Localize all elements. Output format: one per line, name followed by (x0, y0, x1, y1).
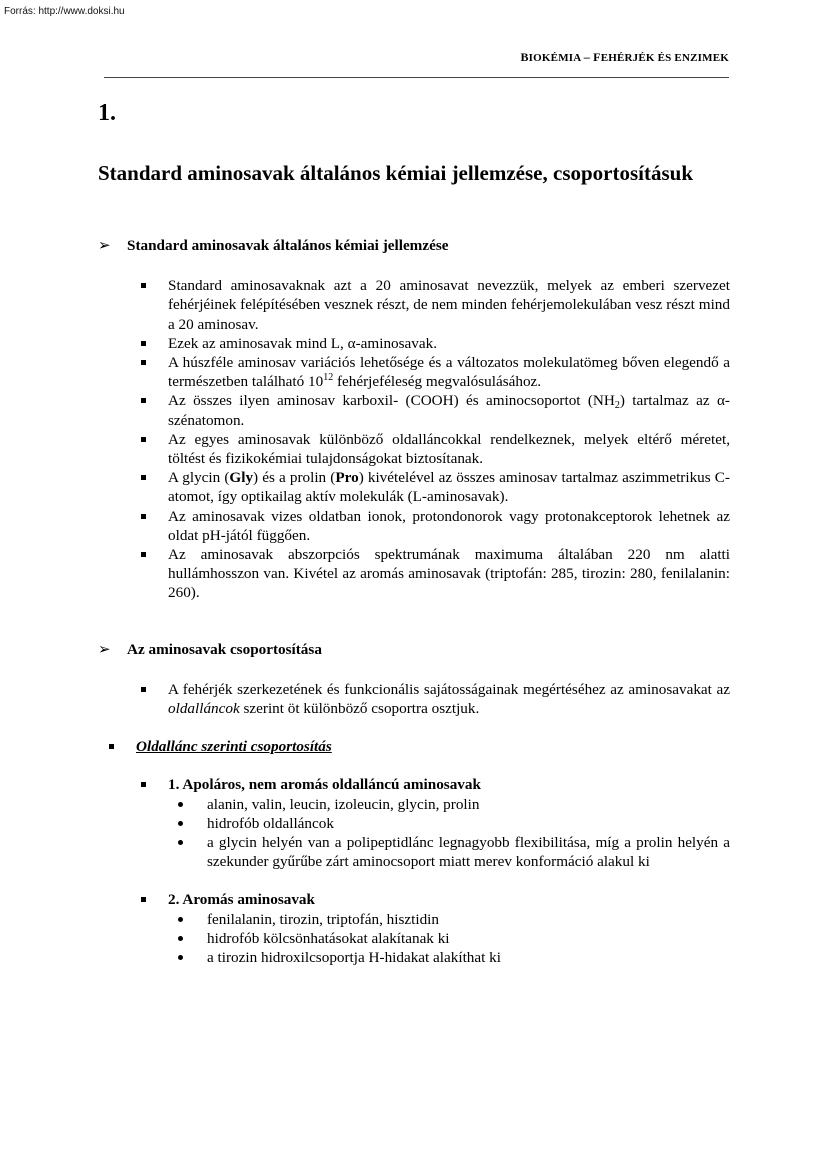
section-heading-grouping: ➢ Az aminosavak csoportosítása (98, 640, 322, 658)
list-item: a tirozin hidroxilcsoportja H-hidakat alakíthat ki (98, 948, 730, 967)
chemistry-list (98, 276, 730, 602)
group-title-aromatic: 2. Aromás aminosavak (98, 890, 730, 909)
section-heading-chemistry: ➢ Standard aminosavak általános kémiai jellemzése (98, 237, 449, 254)
list-item: A fehérjék szerkezetének és funkcionális sajátosságainak megértéséhez az aminosavakat az oldalláncok szerint öt különböző csoportra osztjuk. (98, 680, 730, 718)
list-item: alanin, valin, leucin, izoleucin, glycin, prolin (98, 795, 730, 814)
list-item: hidrofób kölcsönhatásokat alakítanak ki (98, 929, 730, 948)
aromatic-list (98, 910, 730, 968)
list-item: hidrofób oldalláncok (98, 814, 730, 833)
list-item: a glycin helyén van a polipeptidlánc legnagyobb flexibilitása, míg a prolin helyén a szekunder gyűrűbe zárt aminocsoport miatt merev konformáció alakul ki (98, 833, 730, 871)
list-item: Az összes ilyen aminosav karboxil- (COOH) és aminocsoportot $(NH_2)$ tartalmaz az α-szénatomon. (98, 391, 730, 429)
apolar-list (98, 795, 730, 872)
group-title-apolar: 1. Apoláros, nem aromás oldalláncú aminosavak (98, 775, 730, 794)
arrow-bullet-icon: ➢ (98, 237, 111, 254)
grouping-list (98, 680, 730, 718)
source-note: Forrás: http://www.doksi.hu (4, 6, 125, 17)
header-rule (104, 77, 729, 78)
list-item: Az aminosavak abszorpciós spektrumának maximuma általában 220 nm alatti hullámhosszon van. Kivétel az aromás aminosavak (triptofán: 285, tirozin: 280, fenilalanin: 260). (98, 545, 730, 603)
arrow-bullet-icon: ➢ (98, 640, 111, 658)
document-body (98, 236, 730, 967)
list-item: A glycin (Gly) és a prolin (Pro) kivételével az összes aminosav tartalmaz aszimmetrikus C-atomot, így optikailag aktív molekulák (L-aminosavak). (98, 468, 730, 506)
list-item: A húszféle aminosav variációs lehetősége és a változatos molekulatömeg bőven elegendő a természetben található $10^{12}$ fehérjeféleség megvalósulásához. (98, 353, 730, 391)
chapter-number: 1. (98, 100, 116, 126)
running-header: BIOKÉMIA – FEHÉRJÉK ÉS ENZIMEK (520, 50, 729, 64)
list-item: Az aminosavak vizes oldatban ionok, protondonorok vagy protonakceptorok lehetnek az oldat pH-jától függően. (98, 507, 730, 545)
subsection-heading: Oldallánc szerinti csoportosítás (98, 737, 730, 756)
list-item: fenilalanin, tirozin, triptofán, hisztidin (98, 910, 730, 929)
list-item: Standard aminosavaknak azt a 20 aminosavat nevezzük, melyek az emberi szervezet fehérjéinek felépítésében vesznek részt, de nem minden fehérjemolekulában vesz részt mind a 20 aminosav. (98, 276, 730, 334)
list-item: Az egyes aminosavak különböző oldalláncokkal rendelkeznek, melyek eltérő méretet, töltést és fizikokémiai tulajdonságokat biztosítanak. (98, 430, 730, 468)
page-title: Standard aminosavak általános kémiai jellemzése, csoportosításuk (98, 161, 694, 185)
list-item: Ezek az aminosavak mind L, α-aminosavak. (98, 334, 730, 353)
